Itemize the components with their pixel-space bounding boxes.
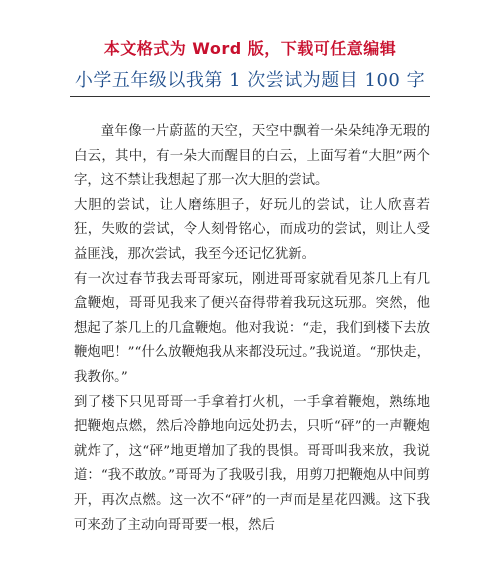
document-body (74, 120, 430, 538)
paragraph-firecrackers: 到了楼下只见哥哥一手拿着打火机，一手拿着鞭炮，熟练地把鞭炮点燃，然后冷静地向远处扔去，只听“砰”的一声鞭炮就炸了，这“砰”地更增加了我的畏惧。哥哥叫我来放，我说道：“我不敢放。”哥哥为了我吸引我，用剪刀把鞭炮从中间剪开，再次点燃。这一次不“砰”的一声而是星花四溅。这下我可来劲了主动向哥哥要一根，然后 (74, 394, 430, 533)
document-title: 小学五年级以我第 1 次尝试为题目 100 字 (74, 70, 426, 91)
download-notice: 本文格式为 Word 版，下载可任意编辑 (103, 39, 397, 58)
paragraph-trying: 大胆的尝试，让人磨练胆子，好玩儿的尝试，让人欣喜若狂，失败的尝试，令人刻骨铭心，而成功的尝试，则让人受益匪浅，那次尝试，我至今还记忆犹新。 (74, 197, 430, 262)
title-underline (70, 96, 430, 97)
paragraph-intro: 童年像一片蔚蓝的天空，天空中飘着一朵朵纯净无瑕的白云，其中，有一朵大而醒目的白云，上面写着“大胆”两个字，这不禁让我想起了那一次大胆的尝试。 (74, 124, 430, 189)
paragraph-spring-festival: 有一次过春节我去哥哥家玩，刚进哥哥家就看见茶几上有几盒鞭炮，哥哥见我来了便兴奋得带着我玩这玩那。突然，他想起了茶几上的几盒鞭炮。他对我说：“走，我们到楼下去放鞭炮吧！”“什么放鞭炮我从来都没玩过。”我说道。“那快走，我教你。” (74, 271, 430, 385)
